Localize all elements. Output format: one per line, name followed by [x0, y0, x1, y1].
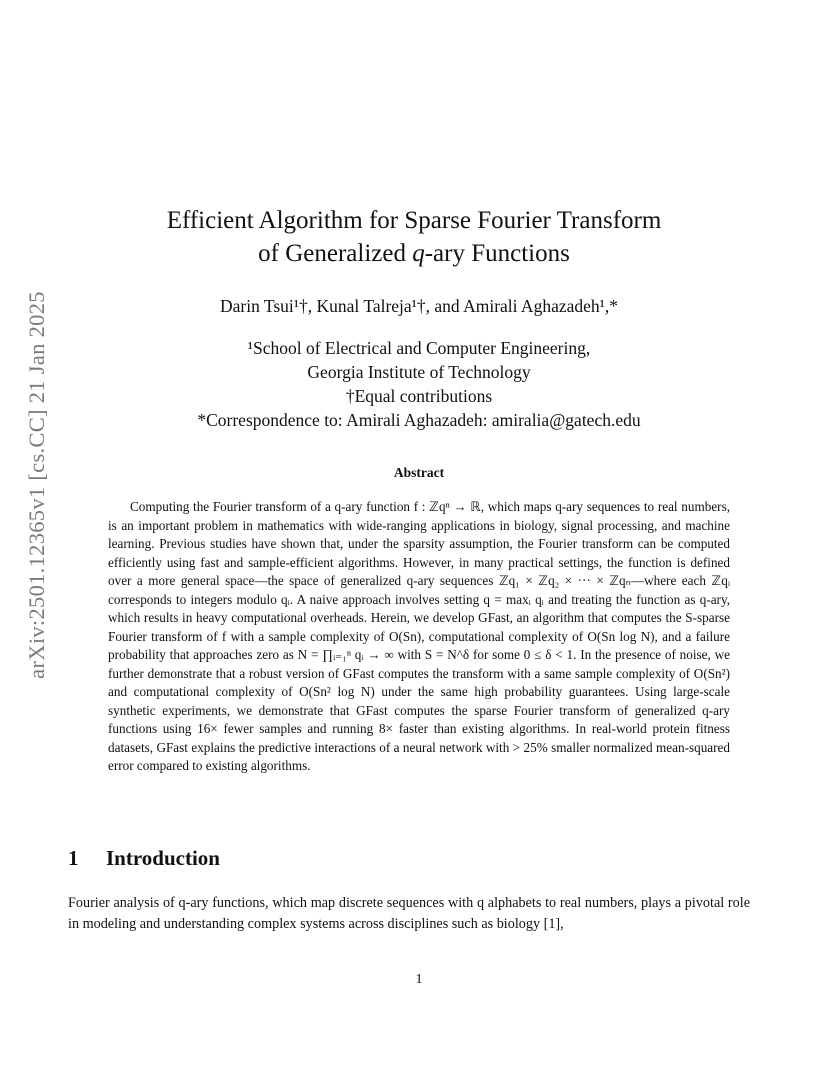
abstract-heading: Abstract: [393, 465, 445, 480]
author-list: Darin Tsui¹†, Kunal Talreja¹†, and Amirali Aghazadeh¹,*: [219, 296, 619, 316]
affiliation-line: Georgia Institute of Technology: [307, 362, 531, 382]
affiliations: [0, 336, 828, 432]
title-q-variable: q: [412, 240, 425, 267]
page-number: 1: [415, 972, 423, 987]
correspondence-line: *Correspondence to: Amirali Aghazadeh: amiralia@gatech.edu: [197, 410, 641, 430]
title-line-2-pre: of Generalized: [258, 240, 413, 267]
affiliation-line: ¹School of Electrical and Computer Engineering,: [247, 338, 591, 358]
section-heading: [68, 846, 220, 871]
title-line-2-post: -ary Functions: [424, 240, 570, 267]
title-line-2: [0, 237, 828, 270]
arxiv-identifier: arXiv:2501.12365v1 [cs.CC] 21 Jan 2025: [24, 291, 49, 679]
section-title: Introduction: [106, 846, 220, 870]
paper-title: [0, 204, 828, 270]
introduction-paragraph: Fourier analysis of q-ary functions, which map discrete sequences with q alphabets to real numbers, plays a pivotal role in modeling and understanding complex systems across disciplines such as biology [1],: [68, 895, 750, 932]
abstract-body: Computing the Fourier transform of a q-ary function f : ℤqⁿ → ℝ, which maps q-ary sequences to real numbers, is an important problem in mathematics with wide-ranging applications in biology, signal processing, and machine learning. Previous studies have shown that, under the sparsity assumption, the Fourier transform can be computed efficiently using fast and sample-efficient algorithms. However, in many practical settings, the function is defined over a more general space—the space of generalized q-ary sequences ℤq₁ × ℤq₂ × ··· × ℤqₙ—where each ℤqᵢ corresponds to integers modulo qᵢ. A naive approach involves setting q = maxᵢ qᵢ and treating the function as q-ary, which results in heavy computational overheads. Herein, we develop GFast, an algorithm that computes the S-sparse Fourier transform of f with a sample complexity of O(Sn), computational complexity of O(Sn log N), and a failure probability that approaches zero as N = ∏ᵢ₌₁ⁿ qᵢ → ∞ with S = N^δ for some 0 ≤ δ < 1. In the presence of noise, we further demonstrate that a robust version of GFast computes the transform with a same sample complexity of O(Sn²) and computational complexity of O(Sn² log N) under the same high probability guarantees. Using large-scale synthetic experiments, we demonstrate that GFast computes the sparse Fourier transform of generalized q-ary functions using 16× fewer samples and running 8× faster than existing algorithms. In real-world protein fitness datasets, GFast explains the predictive interactions of a neural network with > 25% smaller normalized mean-squared error compared to existing algorithms.: [108, 499, 730, 773]
title-line-1: Efficient Algorithm for Sparse Fourier Transform: [166, 207, 662, 234]
section-number: 1: [68, 846, 79, 870]
contribution-note: †Equal contributions: [345, 386, 493, 406]
